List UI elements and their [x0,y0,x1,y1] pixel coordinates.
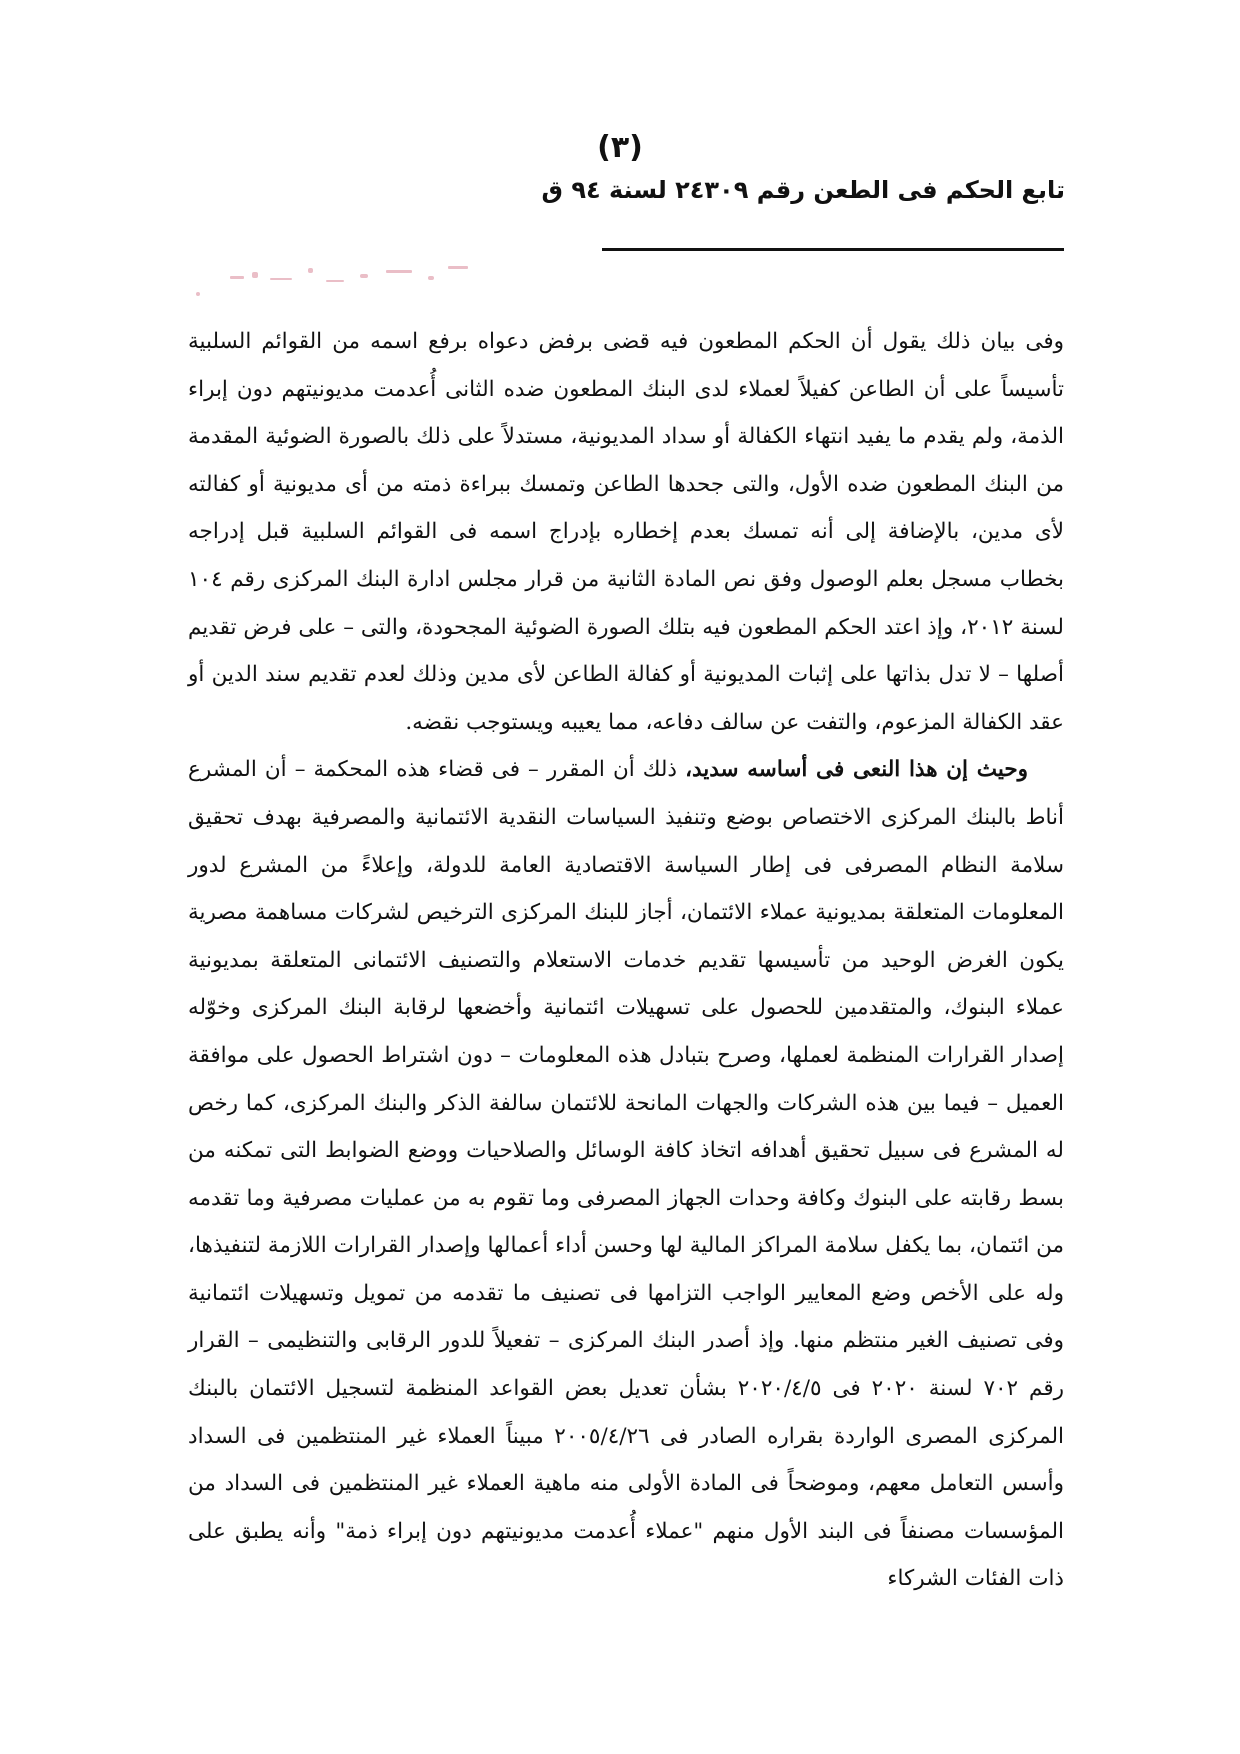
paragraph-lead-phrase: وحيث إن هذا النعى فى أساسه سديد، [685,757,1028,783]
header-divider [602,248,1064,251]
judgment-body [188,318,1064,1603]
paragraph-court-reasoning [188,746,1064,1603]
case-header-title: تابع الحكم فى الطعن رقم ٢٤٣٠٩ لسنة ٩٤ ق [541,176,1065,204]
paragraph-reasoning-text: ذلك أن المقرر – فى قضاء هذه المحكمة – أن المشرع أناط بالبنك المركزى الاختصاص بوضع وتنفيذ السياسات النقدية الائتمانية والمصرفية بهدف تحقيق سلامة النظام المصرفى فى إطار السياسة الاقتصادية العامة للدولة، وإعلاءً من المشرع لدور المعلومات المتعلقة بمديونية عملاء الائتمان، أجاز للبنك المركزى الترخيص لشركات مساهمة مصرية يكون الغرض الوحيد من تأسيسها تقديم خدمات الاستعلام والتصنيف الائتمانى المتعلقة بمديونية عملاء البنوك، والمتقدمين للحصول على تسهيلات ائتمانية وأخضعها لرقابة البنك المركزى وخوّله إصدار القرارات المنظمة لعملها، وصرح بتبادل هذه المعلومات – دون اشتراط الحصول على موافقة العميل – فيما بين هذه الشركات والجهات المانحة للائتمان سالفة الذكر والبنك المركزى، كما رخص له المشرع فى سبيل تحقيق أهدافه اتخاذ كافة الوسائل والصلاحيات ووضع الضوابط التى تمكنه من بسط رقابته على البنوك وكافة وحدات الجهاز المصرفى وما تقوم به من عمليات مصرفية وما تقدمه من ائتمان، بما يكفل سلامة المراكز المالية لها وحسن أداء أعمالها وإصدار القرارات اللازمة لتنفيذها، وله على الأخص وضع المعايير الواجب التزامها فى تصنيف ما تقدمه من تمويل وتسهيلات ائتمانية وفى تصنيف الغير منتظم منها. وإذ أصدر البنك المركزى – تفعيلاً للدور الرقابى والتنظيمى – القرار رقم ٧٠٢ لسنة ٢٠٢٠ فى ٢٠٢٠/٤/٥ بشأن تعديل بعض القواعد المنظمة لتسجيل الائتمان بالبنك المركزى المصرى الواردة بقراره الصادر فى ٢٠٠٥/٤/٢٦ مبيناً العملاء غير المنتظمين فى السداد وأسس التعامل معهم، وموضحاً فى المادة الأولى منه ماهية العملاء غير المنتظمين فى السداد من المؤسسات مصنفاً فى البند الأول منهم "عملاء أُعدمت مديونيتهم دون إبراء ذمة" وأنه يطبق على ذات الفئات الشركاء [188,757,1064,1592]
faded-stamp-mark [190,258,500,298]
page-number: (٣) [597,130,643,165]
paragraph-appeal-ground: وفى بيان ذلك يقول أن الحكم المطعون فيه قضى برفض دعواه برفع اسمه من القوائم السلبية تأسيساً على أن الطاعن كفيلاً لعملاء لدى البنك المطعون ضده الثانى أُعدمت مديونيتهم دون إبراء الذمة، ولم يقدم ما يفيد انتهاء الكفالة أو سداد المديونية، مستدلاً على ذلك بالصورة الضوئية المقدمة من البنك المطعون ضده الأول، والتى جحدها الطاعن وتمسك ببراءة ذمته من أى مديونية أو كفالته لأى مدين، بالإضافة إلى أنه تمسك بعدم إخطاره بإدراج اسمه فى القوائم السلبية قبل إدراجه بخطاب مسجل بعلم الوصول وفق نص المادة الثانية من قرار مجلس ادارة البنك المركزى رقم ١٠٤ لسنة ٢٠١٢، وإذ اعتد الحكم المطعون فيه بتلك الصورة الضوئية المجحودة، والتى – على فرض تقديم أصلها – لا تدل بذاتها على إثبات المديونية أو كفالة الطاعن لأى مدين وذلك لعدم تقديم سند الدين أو عقد الكفالة المزعوم، والتفت عن سالف دفاعه، مما يعيبه ويستوجب نقضه. [188,329,1064,735]
